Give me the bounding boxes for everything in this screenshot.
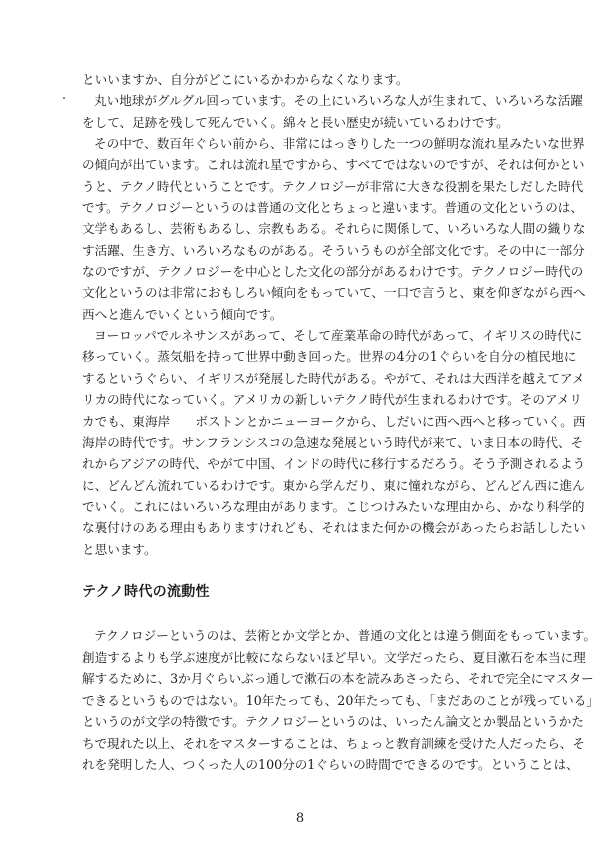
text-line: カでも、東海岸 ボストンとかニューヨークから、しだいに西へ西へと移っていく。西	[82, 413, 586, 429]
text-line: れからアジアの時代、やがて中国、インドの時代に移行するだろう。そう予測されるよう	[82, 456, 586, 472]
text-line: れを発明した人、つくった人の100分の1ぐらいの時間でできるのです。ということは、	[82, 757, 579, 772]
text-line: 西へと進んでいくという傾向です。	[82, 306, 283, 322]
text-line: 丸い地球がグルグル回っています。その上にいろいろな人が生まれて、いろいろな活躍	[94, 93, 583, 109]
text-line: その中で、数百年ぐらい前から、非常にはっきりした一つの鮮明な流れ星みたいな世界	[94, 136, 585, 152]
text-line: といいますか、自分がどこにいるかわからなくなります。	[82, 72, 409, 87]
text-line: ヨーロッパでルネサンスがあって、そして産業革命の時代があって、イギリスの時代に	[94, 328, 583, 344]
text-line: に、どんどん流れているわけです。東から学んだり、東に憧れながら、どんどん西に進ん	[82, 477, 585, 493]
body-text-section-2	[82, 625, 599, 776]
text-line: です。テクノロジーというのは普通の文化とちょっと違います。普通の文化というのは、	[82, 200, 583, 216]
text-line: 解するために、3か月ぐらいぶっ通しで漱石の本を読みあさったら、それで完全にマスター	[82, 671, 594, 686]
text-line: するというぐらい、イギリスが発展した時代がある。やがて、それは大西洋を越えてアメ	[82, 370, 585, 386]
section-heading: テクノ時代の流動性	[82, 584, 210, 600]
text-line: 文学もあるし、芸術もあるし、宗教もある。それらに関係して、いろいろな人間の織りな	[82, 221, 586, 237]
text-line: 移っていく。蒸気船を持って世界中動き回った。世界の4分の1ぐらいを自分の植民地に	[82, 349, 577, 365]
text-line: なのですが、テクノロジーを中心とした文化の部分があるわけです。テクノロジー時代の	[82, 264, 584, 280]
text-line: できるというものではない。10年たっても、20年たっても、「まだあのことが残っている」	[82, 692, 599, 708]
text-line: テクノロジーというのは、芸術とか文学とか、普通の文化とは違う側面をもっています。	[94, 628, 596, 643]
text-line: す活躍、生き方、いろいろなものがある。そういうものが全部文化です。その中に一部分	[82, 242, 585, 258]
text-line: 創造するよりも学ぶ速度が比較にならないほど早い。文学だったら、夏目漱石を本当に理	[82, 649, 586, 665]
text-line: をして、足跡を残して死んでいく。綿々と長い歴史が続いているわけです。	[82, 114, 509, 130]
text-line: リカの時代になっていく。アメリカの新しいテクノ時代が生まれるわけです。そのアメリ	[82, 392, 582, 408]
text-line: と思います。	[82, 541, 157, 557]
text-line: というのが文学の特徴です。テクノロジーというのは、いったん論文とか製品というかた	[82, 714, 584, 729]
text-line: 海岸の時代です。サンフランシスコの急速な発展という時代が来て、いま日本の時代、そ	[82, 434, 584, 450]
text-line: の傾向が出ています。これは流れ星ですから、すべてではないのですが、それは何かとい	[82, 157, 585, 173]
text-line: 文化というのは非常におもしろい傾向をもっていて、一口で言うと、東を仰ぎながら西へ	[82, 285, 586, 301]
text-line: な裏付けのある理由もありますけれども、それはまた何かの機会があったらお話ししたい	[82, 520, 586, 536]
text-line: うと、テクノ時代ということです。テクノロジーが非常に大きな役割を果たしだした時代	[82, 178, 584, 194]
text-line: ちで現れた以上、それをマスターすることは、ちょっと教育訓練を受けた人だったら、そ	[82, 735, 585, 751]
scan-speck	[63, 97, 65, 99]
page-number: 8	[295, 811, 305, 826]
body-text-section-1	[82, 69, 586, 560]
text-line: でいく。これにはいろいろな理由があります。こじつけみたいな理由から、かなり科学的	[82, 498, 585, 514]
